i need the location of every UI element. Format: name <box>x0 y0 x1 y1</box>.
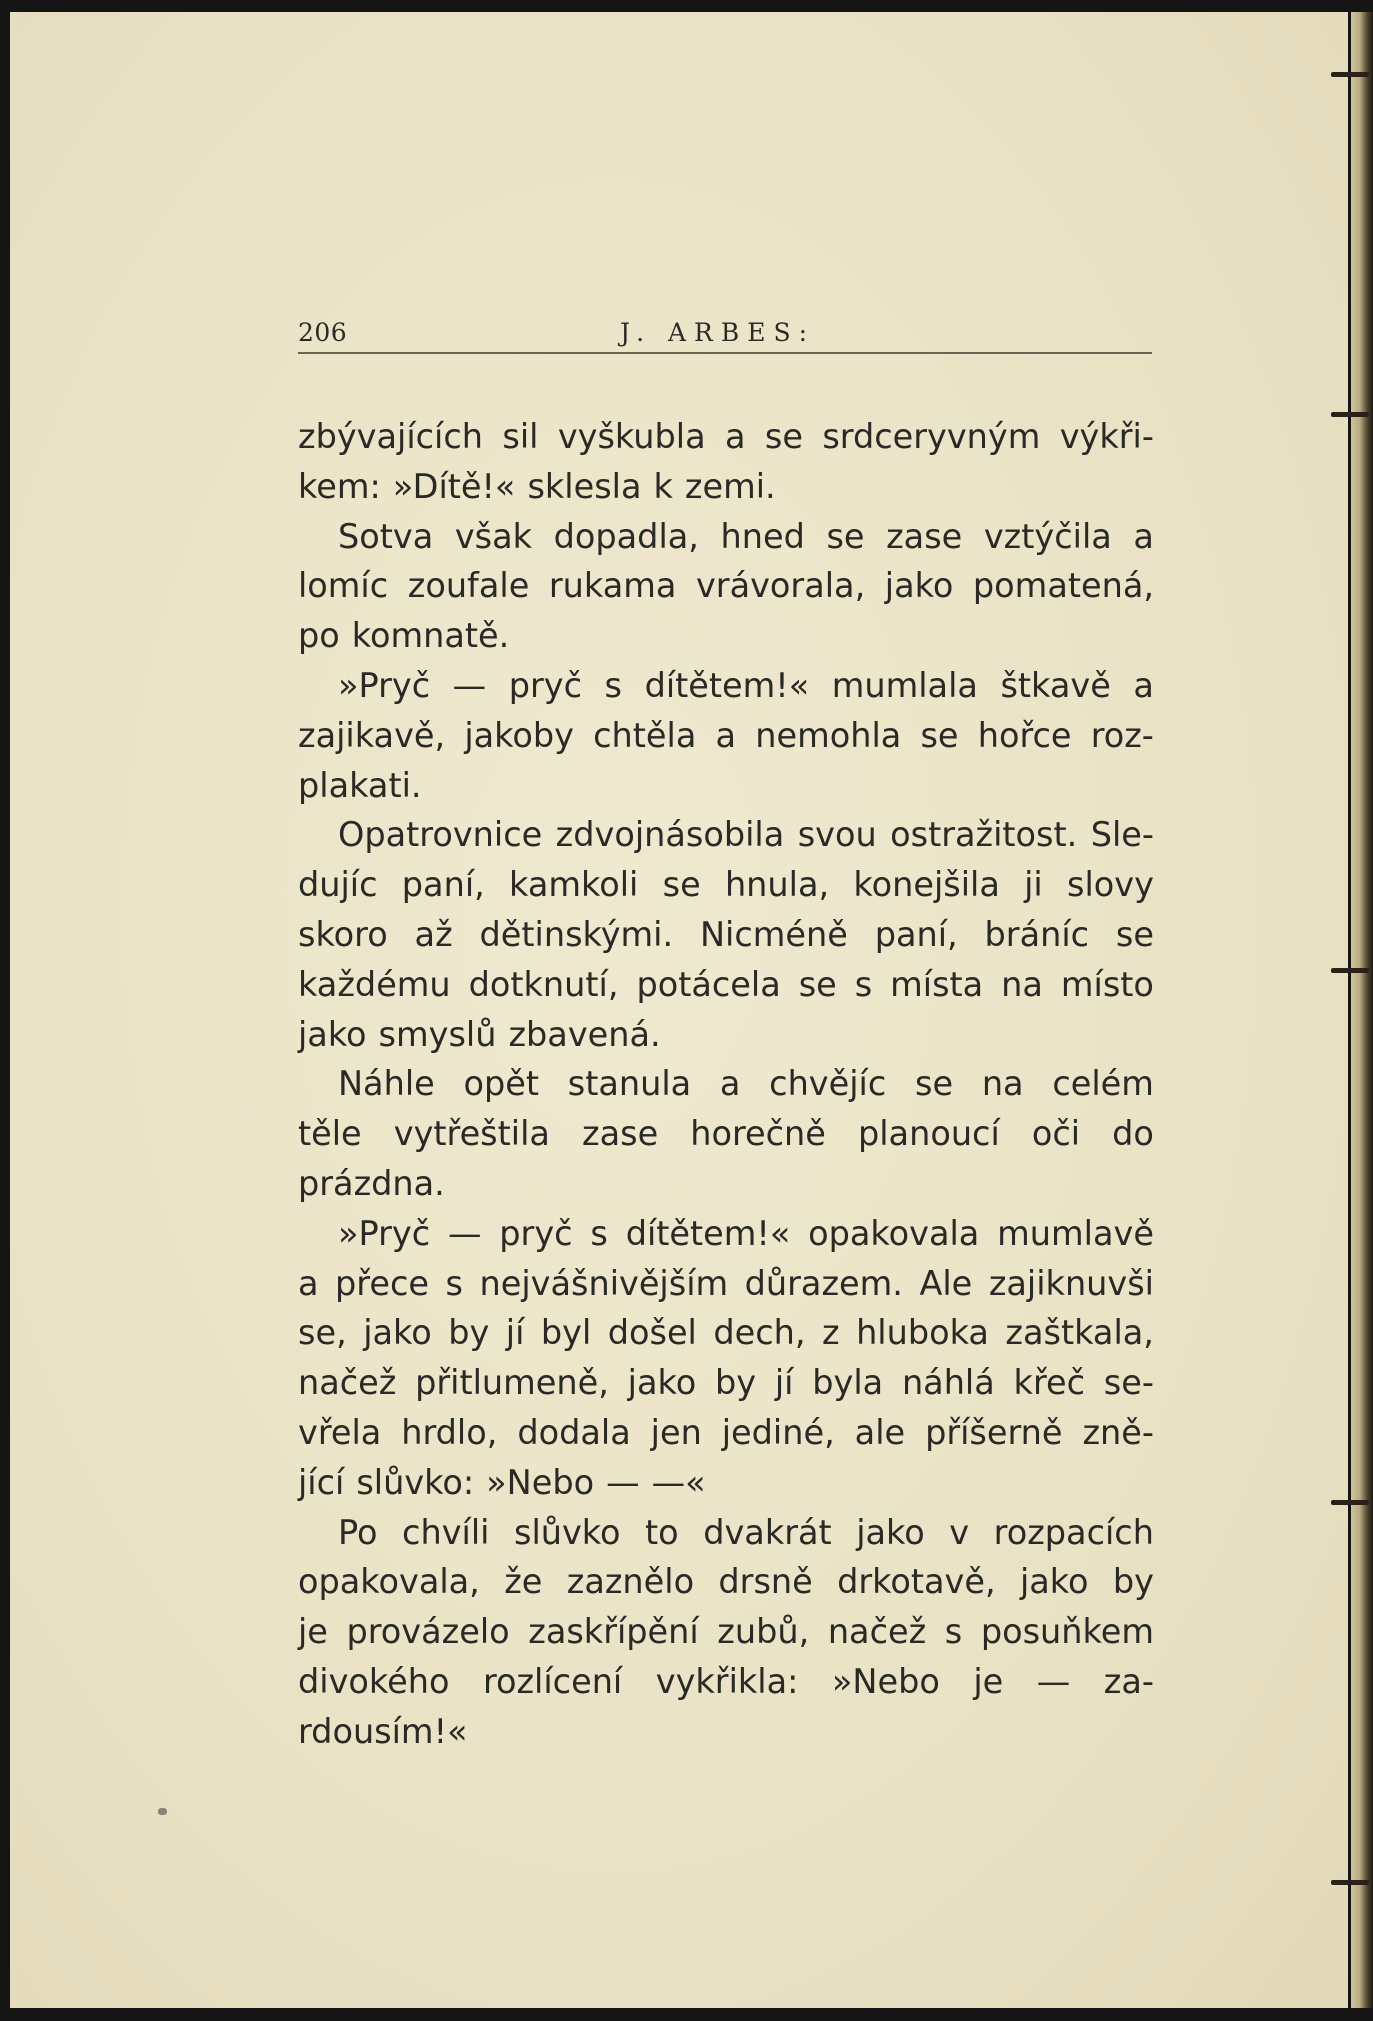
word: vyškubla <box>557 417 706 456</box>
word: hořce <box>977 715 1072 755</box>
word: za- <box>1103 1661 1154 1701</box>
word: přitlumeně, <box>415 1363 609 1403</box>
word: dujíc <box>298 865 378 905</box>
text-line <box>298 1109 1154 1159</box>
word: důrazem. <box>744 1263 903 1303</box>
word: zbavená. <box>508 1014 661 1054</box>
word: zaskřípění <box>528 1612 699 1652</box>
binding-thread-mark <box>1331 1880 1369 1885</box>
word: načež <box>827 1612 927 1652</box>
word: — <box>452 665 487 705</box>
text-line <box>298 711 1154 761</box>
word: dopadla, <box>553 516 699 556</box>
word: by <box>448 1313 490 1353</box>
word: se, <box>298 1313 347 1353</box>
word: se <box>915 1064 954 1104</box>
word: drkotavě, <box>837 1562 996 1602</box>
word: by <box>1112 1562 1154 1602</box>
word: křeč <box>1013 1363 1086 1403</box>
word: paní, <box>401 865 485 905</box>
word: »Pryč <box>338 665 431 705</box>
word: nemohla <box>755 715 902 755</box>
word: dítětem!« <box>644 665 810 705</box>
word: se <box>920 715 959 755</box>
word: rozpacích <box>993 1512 1154 1552</box>
text-line <box>298 1209 1154 1259</box>
word: že <box>504 1562 543 1602</box>
word: zdvojnásobila <box>555 815 785 855</box>
text-line <box>298 810 1154 860</box>
word: s <box>854 964 873 1004</box>
paper-speck <box>158 1808 167 1815</box>
word: chtěla <box>593 715 697 755</box>
book-binding-edge <box>1351 12 1373 2008</box>
binding-thread-mark <box>1331 72 1369 77</box>
running-head: J. ARBES: <box>620 318 816 347</box>
word: hnula, <box>724 865 830 905</box>
word: Ale <box>919 1263 973 1303</box>
word: však <box>454 516 533 556</box>
word: Sle- <box>1090 815 1154 855</box>
word: »Dítě!« <box>392 466 516 506</box>
word: chvíli <box>402 1512 490 1552</box>
word: jí <box>505 1313 525 1353</box>
word: v <box>949 1512 970 1552</box>
word: — <box>1036 1661 1071 1701</box>
word: opakovala <box>808 1213 980 1253</box>
word: s <box>604 665 623 705</box>
text-line <box>298 1607 1154 1657</box>
word: sil <box>502 417 539 456</box>
page-number: 206 <box>298 318 348 347</box>
word: a <box>1133 665 1154 705</box>
word: planoucí <box>857 1114 1000 1154</box>
word: vztýčila <box>983 516 1112 556</box>
word: opakovala, <box>298 1562 480 1602</box>
word: srdceryvným <box>822 417 1041 456</box>
text-line <box>298 910 1154 960</box>
word: provázelo <box>346 1612 510 1652</box>
word: horečně <box>690 1114 826 1154</box>
word: a <box>715 715 737 755</box>
word: slovy <box>1067 865 1154 905</box>
word: výkři- <box>1059 417 1154 456</box>
word: pryč <box>508 665 582 705</box>
text-line <box>298 1259 1154 1309</box>
word: každému <box>298 964 451 1004</box>
word: lomíc <box>298 566 389 606</box>
body-text <box>298 412 1154 1757</box>
word: bráníc <box>984 914 1090 954</box>
word: dětinskými. <box>479 914 674 954</box>
word: s <box>944 1612 963 1652</box>
word: to <box>645 1512 679 1552</box>
word: »Nebo <box>831 1661 940 1701</box>
word: pryč <box>499 1213 573 1253</box>
text-line <box>298 1707 1154 1757</box>
word: dotknutí, <box>468 964 619 1004</box>
word: celém <box>1052 1064 1154 1104</box>
text-line <box>298 1159 1154 1209</box>
word: byl <box>540 1313 592 1353</box>
word: kem: <box>298 466 381 506</box>
word: zně- <box>1082 1412 1154 1452</box>
word: — <box>447 1213 482 1253</box>
word: mumlavě <box>997 1213 1154 1253</box>
word: jen <box>650 1412 702 1452</box>
word: místa <box>890 964 984 1004</box>
word: náhlá <box>901 1363 995 1403</box>
word: zajikavě, <box>298 715 446 755</box>
word: komnatě. <box>351 616 510 656</box>
word: do <box>1112 1114 1154 1154</box>
text-line <box>298 512 1154 562</box>
text-line <box>298 1358 1154 1408</box>
word: vřela <box>298 1412 382 1452</box>
text-line <box>298 1657 1154 1707</box>
text-line <box>298 1010 1154 1060</box>
word: dítětem!« <box>625 1213 791 1253</box>
word: na <box>981 1064 1024 1104</box>
word: chvějíc <box>769 1064 887 1104</box>
word: se <box>764 417 803 456</box>
word: »Pryč <box>338 1213 431 1253</box>
word: jako <box>856 1512 925 1552</box>
text-line <box>298 412 1154 462</box>
word: ostražitost. <box>890 815 1078 855</box>
word: slůvko: <box>356 1462 475 1502</box>
word: zaznělo <box>566 1562 695 1602</box>
binding-thread-mark <box>1331 1500 1369 1505</box>
word: byla <box>812 1363 884 1403</box>
word: s <box>590 1213 608 1253</box>
word: dodala <box>517 1412 631 1452</box>
word: zajiknuvši <box>988 1263 1154 1303</box>
word: po <box>298 616 340 656</box>
word: kamkoli <box>509 865 639 905</box>
word: vytřeštila <box>393 1114 550 1154</box>
word: vrávorala, <box>695 566 866 606</box>
word: jako <box>884 566 954 606</box>
word: rdousím!« <box>298 1711 468 1751</box>
word: Sotva <box>338 516 434 556</box>
word: slůvko <box>513 1512 621 1552</box>
word: hluboka <box>856 1313 989 1353</box>
word: ale <box>854 1412 906 1452</box>
word: svou <box>797 815 877 855</box>
word: divokého <box>298 1661 450 1701</box>
word: zubů, <box>717 1612 810 1652</box>
text-line <box>298 1458 1154 1508</box>
word: by <box>714 1363 757 1403</box>
word: z <box>822 1313 840 1353</box>
word: hrdlo, <box>401 1412 498 1452</box>
word: rozlícení <box>482 1661 623 1701</box>
text-line <box>298 462 1154 512</box>
text-line <box>298 761 1154 811</box>
word: se <box>1115 914 1154 954</box>
word: a <box>719 1064 741 1104</box>
word: opět <box>463 1064 539 1104</box>
word: Nicméně <box>699 914 848 954</box>
word: zbývajících <box>298 417 484 456</box>
text-line <box>298 1508 1154 1558</box>
word: oči <box>1031 1114 1081 1154</box>
word: načež <box>298 1363 397 1403</box>
text-line <box>298 1408 1154 1458</box>
word: jí <box>774 1363 794 1403</box>
word: Náhle <box>338 1064 435 1104</box>
word: je <box>298 1612 328 1652</box>
word: jako <box>627 1363 697 1403</box>
word: dvakrát <box>703 1512 832 1552</box>
word: došel <box>607 1313 697 1353</box>
word: místo <box>1060 964 1154 1004</box>
text-line <box>298 1557 1154 1607</box>
text-line <box>298 1308 1154 1358</box>
word: —« <box>651 1462 706 1502</box>
word: ji <box>1024 865 1043 905</box>
word: stanula <box>567 1064 692 1104</box>
word: se- <box>1103 1363 1154 1403</box>
word: mumlala <box>831 665 978 705</box>
word: hned <box>720 516 805 556</box>
word: »Nebo <box>486 1462 595 1502</box>
word: zoufale <box>407 566 530 606</box>
binding-thread-mark <box>1331 968 1369 973</box>
word: — <box>606 1462 640 1502</box>
word: pomatená, <box>972 566 1154 606</box>
word: k <box>653 466 673 506</box>
word: na <box>1001 964 1043 1004</box>
word: paní, <box>874 914 958 954</box>
word: až <box>414 914 453 954</box>
word: jako <box>1019 1562 1089 1602</box>
word: smyslů <box>378 1014 497 1054</box>
text-line <box>298 561 1154 611</box>
word: rukama <box>548 566 677 606</box>
word: prázdna. <box>298 1163 445 1203</box>
word: konejšila <box>853 865 1000 905</box>
word: přece <box>335 1263 429 1303</box>
word: zaštkala, <box>1005 1313 1154 1353</box>
word: jakoby <box>464 715 574 755</box>
word: zemi. <box>684 466 776 506</box>
word: jako <box>363 1313 432 1353</box>
text-line <box>298 1059 1154 1109</box>
word: se <box>662 865 701 905</box>
word: sklesla <box>527 466 642 506</box>
word: roz- <box>1090 715 1154 755</box>
word: nejvášnivějším <box>479 1263 729 1303</box>
word: drsně <box>718 1562 813 1602</box>
word: skoro <box>298 914 388 954</box>
word: jediné, <box>721 1412 835 1452</box>
word: štkavě <box>1000 665 1111 705</box>
page-header <box>298 318 1152 354</box>
text-line <box>298 611 1154 661</box>
word: zase <box>886 516 963 556</box>
word: příšerně <box>925 1412 1063 1452</box>
word: s <box>445 1263 463 1303</box>
word: zase <box>582 1114 659 1154</box>
word: je <box>973 1661 1004 1701</box>
binding-thread-mark <box>1331 412 1369 417</box>
word: jako <box>298 1014 367 1054</box>
word: posuňkem <box>980 1612 1154 1652</box>
word: Po <box>338 1512 378 1552</box>
text-line <box>298 960 1154 1010</box>
word: se <box>798 964 837 1004</box>
word: a <box>725 417 746 456</box>
word: dech, <box>713 1313 806 1353</box>
word: plakati. <box>298 765 422 805</box>
word: a <box>1133 516 1154 556</box>
word: a <box>298 1263 319 1303</box>
word: vykřikla: <box>655 1661 799 1701</box>
word: potácela <box>636 964 781 1004</box>
word: těle <box>298 1114 362 1154</box>
word: jící <box>298 1462 345 1502</box>
word: Opatrovnice <box>338 815 543 855</box>
word: se <box>826 516 865 556</box>
text-line <box>298 661 1154 711</box>
text-line <box>298 860 1154 910</box>
